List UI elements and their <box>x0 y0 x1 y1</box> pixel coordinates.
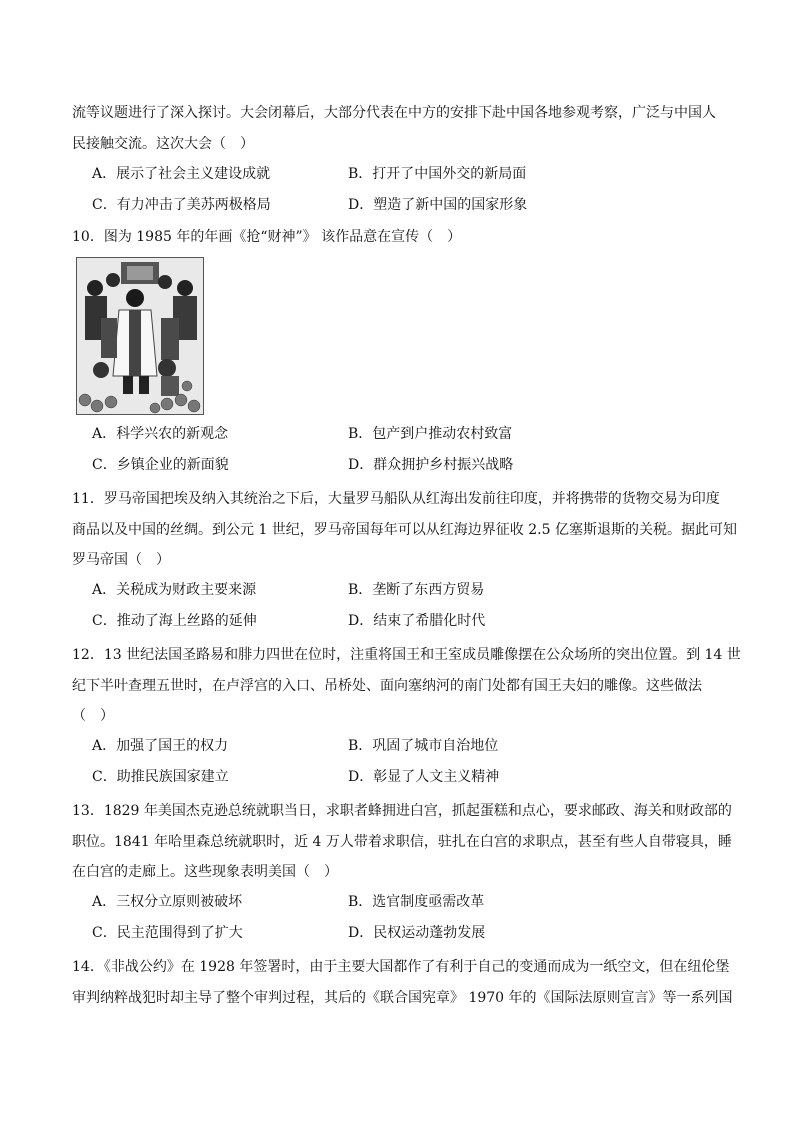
q12-line-3: （ ） <box>72 708 114 724</box>
q11-option-b: B．垄断了东西方贸易 <box>348 582 485 598</box>
q13-option-a: A．三权分立原则被破坏 <box>92 894 243 910</box>
q11-option-c: C．推动了海上丝路的延伸 <box>92 613 257 629</box>
q10-stem: 10．图为 1985 年的年画《抢“财神”》 该作品意在宣传（ ） <box>72 229 462 245</box>
q14-line-2: 审判纳粹战犯时却主导了整个审判过程，其后的《联合国宪章》 1970 年的《国际法原则宣言》等一系列国 <box>72 990 733 1006</box>
q12-option-c: C．助推民族国家建立 <box>92 769 229 785</box>
q12-line-1: 12．13 世纪法国圣路易和腓力四世在位时，注重将国王和王室成员雕像摆在公众场所的突出位置。到 14 世 <box>72 647 741 663</box>
q10-option-d: D．群众拥护乡村振兴战略 <box>348 457 514 473</box>
q9-option-a: A．展示了社会主义建设成就 <box>92 166 271 182</box>
q9-line-2: 民接触交流。这次大会（ ） <box>72 136 254 152</box>
q14-line-1: 14．《非战公约》在 1928 年签署时，由于主要大国都作了有利于自己的变通而成为一纸空文，但在纽伦堡 <box>72 959 730 975</box>
q11-option-d: D．结束了希腊化时代 <box>348 613 486 629</box>
q11-line-1: 11．罗马帝国把埃及纳入其统治之下后，大量罗马船队从红海出发前往印度，并将携带的货物交易为印度 <box>72 491 720 507</box>
new-year-painting-image <box>76 257 204 415</box>
q9-option-c: C．有力冲击了美苏两极格局 <box>92 197 271 213</box>
q10-option-a: A．科学兴农的新观念 <box>92 426 229 442</box>
q13-line-2: 职位。1841 年哈里森总统就职时，近 4 万人带着求职信，驻扎在白宫的求职点，甚至有些人自带寝具，睡 <box>72 834 732 850</box>
q11-line-3: 罗马帝国（ ） <box>72 552 170 568</box>
q9-option-b: B．打开了中国外交的新局面 <box>348 166 527 182</box>
q13-option-d: D．民权运动蓬勃发展 <box>348 925 486 941</box>
q12-option-b: B．巩固了城市自治地位 <box>348 738 499 754</box>
q13-line-3: 在白宫的走廊上。这些现象表明美国（ ） <box>72 864 338 880</box>
painting-illustration <box>77 258 203 414</box>
q10-option-b: B．包产到户推动农村致富 <box>348 426 513 442</box>
q12-option-d: D．彰显了人文主义精神 <box>348 769 500 785</box>
q9-line-1: 流等议题进行了深入探讨。大会闭幕后，大部分代表在中方的安排下赴中国各地参观考察，广泛与中国人 <box>72 105 716 121</box>
q11-option-a: A．关税成为财政主要来源 <box>92 582 257 598</box>
q12-line-2: 纪下半叶查理五世时，在卢浮宫的入口、吊桥处、面向塞纳河的南门处都有国王夫妇的雕像。这些做法 <box>72 678 702 694</box>
q12-option-a: A．加强了国王的权力 <box>92 738 229 754</box>
q13-option-c: C．民主范围得到了扩大 <box>92 925 243 941</box>
q11-line-2: 商品以及中国的丝绸。到公元 1 世纪，罗马帝国每年可以从红海边界征收 2.5 亿塞斯退斯的关税。据此可知 <box>72 522 737 538</box>
q13-option-b: B．选官制度亟需改革 <box>348 894 485 910</box>
q13-line-1: 13．1829 年美国杰克逊总统就职当日，求职者蜂拥进白宫，抓起蛋糕和点心，要求邮政、海关和财政部的 <box>72 803 732 819</box>
q10-option-c: C．乡镇企业的新面貌 <box>92 457 229 473</box>
q9-option-d: D．塑造了新中国的国家形象 <box>348 197 528 213</box>
